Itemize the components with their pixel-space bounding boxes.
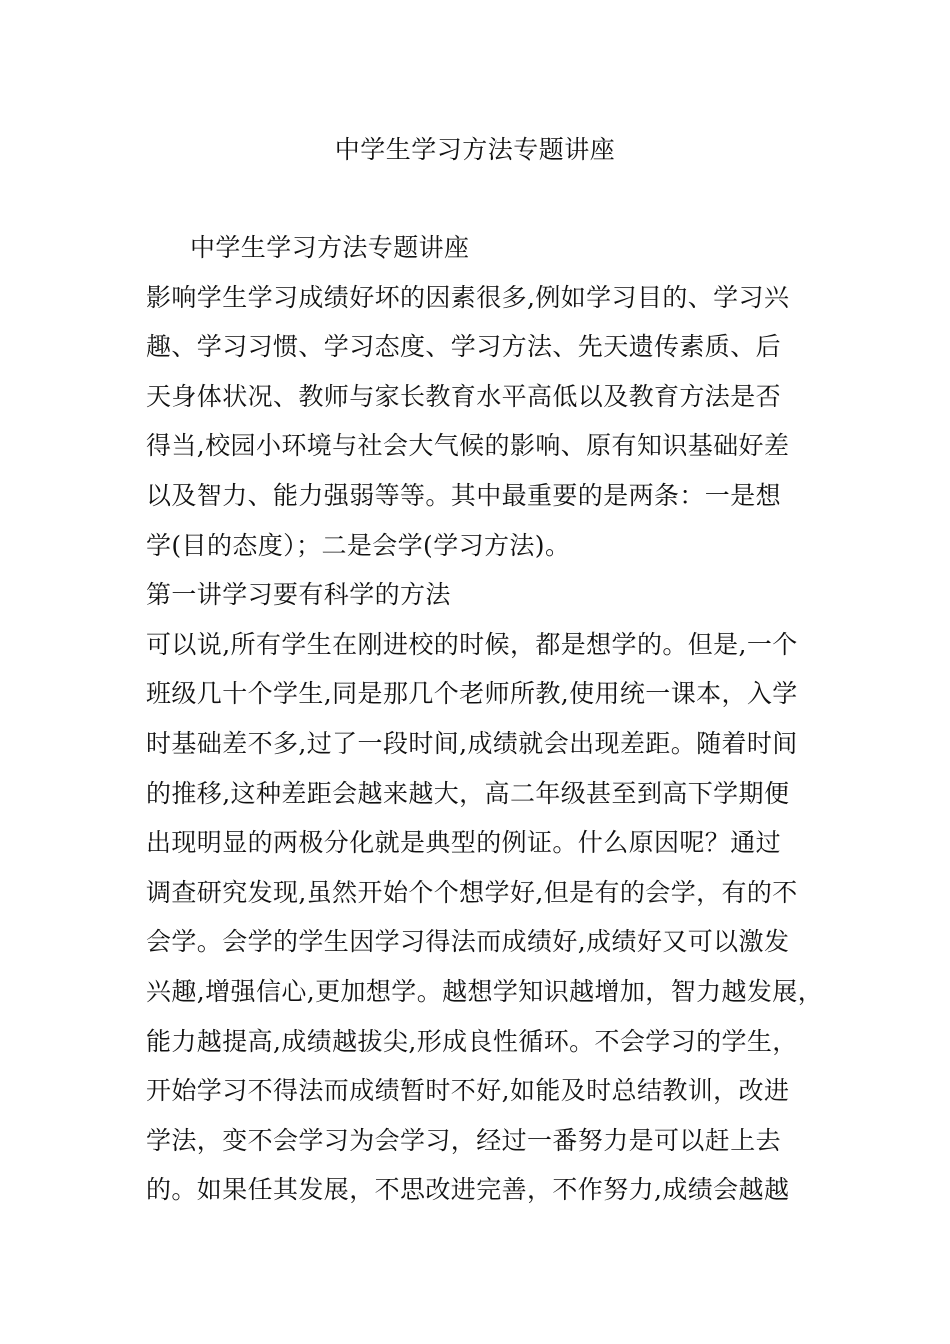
document-body (146, 230, 824, 1222)
paragraph-line: 可以说,所有学生在刚进校的时候，都是想学的。但是,一个 (146, 629, 798, 659)
paragraph-line: 兴趣,增强信心,更加想学。越想学知识越增加，智力越发展， (146, 976, 824, 1006)
section-heading: 第一讲学习要有科学的方法 (146, 580, 451, 610)
paragraph-line: 的推移,这种差距会越来越大，高二年级甚至到高下学期便 (146, 778, 790, 808)
paragraph-line: 趣、学习习惯、学习态度、学习方法、先天遗传素质、后 (146, 332, 782, 362)
paragraph-line: 的。如果任其发展，不思改进完善，不作努力,成绩会越越 (146, 1175, 790, 1205)
paragraph-line: 天身体状况、教师与家长教育水平高低以及教育方法是否 (146, 381, 782, 411)
paragraph-line: 开始学习不得法而成绩暂时不好,如能及时总结教训，改进 (146, 1076, 790, 1106)
paragraph-line: 会学。会学的学生因学习得法而成绩好,成绩好又可以激发 (146, 927, 790, 957)
paragraph-line: 能力越提高,成绩越拔尖,形成良性循环。不会学习的学生， (146, 1026, 798, 1056)
paragraph-line: 得当,校园小环境与社会大气候的影响、原有知识基础好差 (146, 431, 790, 461)
paragraph-line: 影响学生学习成绩好坏的因素很多,例如学习目的、学习兴 (146, 282, 790, 312)
subtitle-line: 中学生学习方法专题讲座 (190, 233, 470, 262)
paragraph-line: 以及智力、能力强弱等等。其中最重要的是两条：一是想 (146, 480, 782, 510)
paragraph-line: 学法，变不会学习为会学习，经过一番努力是可以赶上去 (146, 1125, 782, 1155)
paragraph-line: 学(目的态度）；二是会学(学习方法)。 (146, 530, 571, 560)
paragraph-line: 出现明显的两极分化就是典型的例证。什么原因呢？通过 (146, 828, 782, 858)
document-title: 中学生学习方法专题讲座 (334, 135, 616, 164)
paragraph-line: 时基础差不多,过了一段时间,成绩就会出现差距。随着时间 (146, 728, 798, 758)
paragraph-line: 调查研究发现,虽然开始个个想学好,但是有的会学，有的不 (146, 877, 798, 907)
paragraph-line: 班级几十个学生,同是那几个老师所教,使用统一课本，入学 (146, 679, 798, 709)
